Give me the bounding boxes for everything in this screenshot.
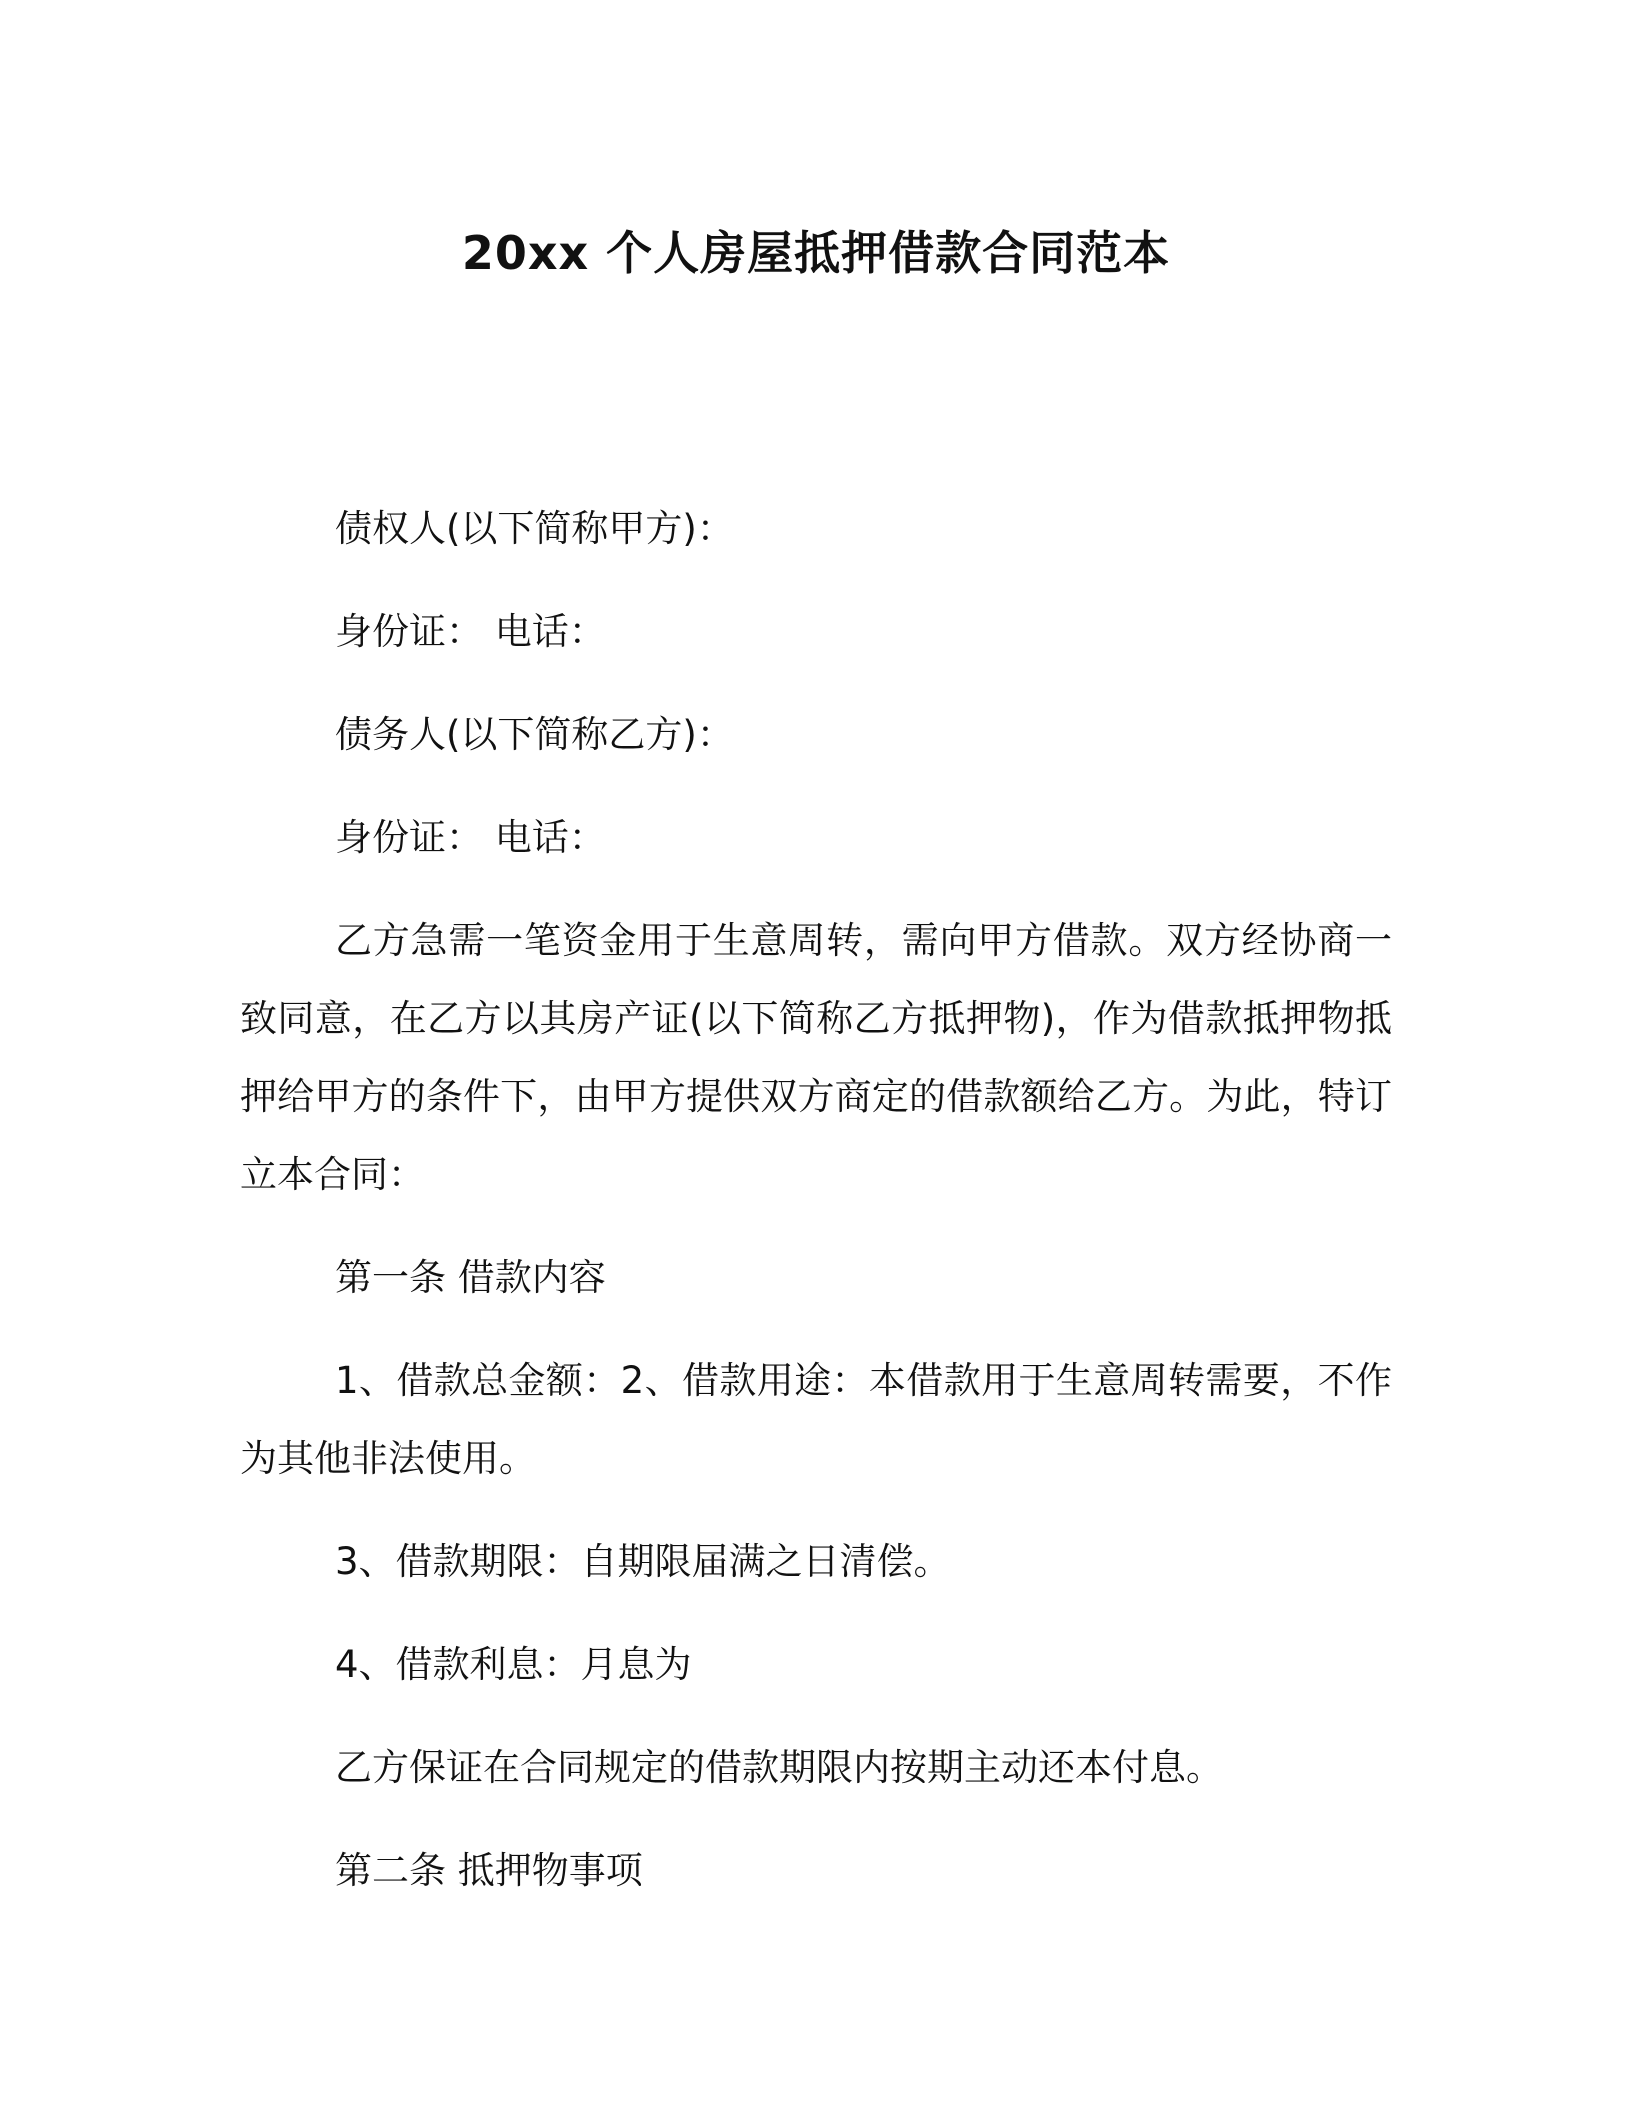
- debtor-line: 债务人(以下简称乙方)：: [335, 713, 734, 756]
- loan-amount-purpose-paragraph: 1、借款总金额：2、借款用途：本借款用于生意周转需要，不作为其他非法使用。: [240, 1359, 1392, 1480]
- repayment-guarantee-paragraph: 乙方保证在合同规定的借款期限内按期主动还本付息。: [335, 1746, 1223, 1789]
- article-one-heading: 第一条 借款内容: [335, 1256, 606, 1299]
- document-title: 20xx 个人房屋抵押借款合同范本: [461, 226, 1171, 280]
- article-two-heading: 第二条 抵押物事项: [335, 1849, 643, 1892]
- creditor-id-phone-line: 身份证： 电话：: [335, 610, 606, 653]
- loan-term-paragraph: 3、借款期限：自期限届满之日清偿。: [335, 1540, 951, 1583]
- debtor-id-phone-line: 身份证： 电话：: [335, 816, 606, 859]
- creditor-line: 债权人(以下简称甲方)：: [335, 507, 734, 550]
- document-body: [240, 490, 1392, 1935]
- loan-interest-paragraph: 4、借款利息：月息为: [335, 1643, 692, 1686]
- intro-paragraph: 乙方急需一笔资金用于生意周转，需向甲方借款。双方经协商一致同意，在乙方以其房产证(以下简称乙方抵押物)，作为借款抵押物抵押给甲方的条件下，由甲方提供双方商定的借款额给乙方。为此，特订立本合同：: [240, 919, 1392, 1196]
